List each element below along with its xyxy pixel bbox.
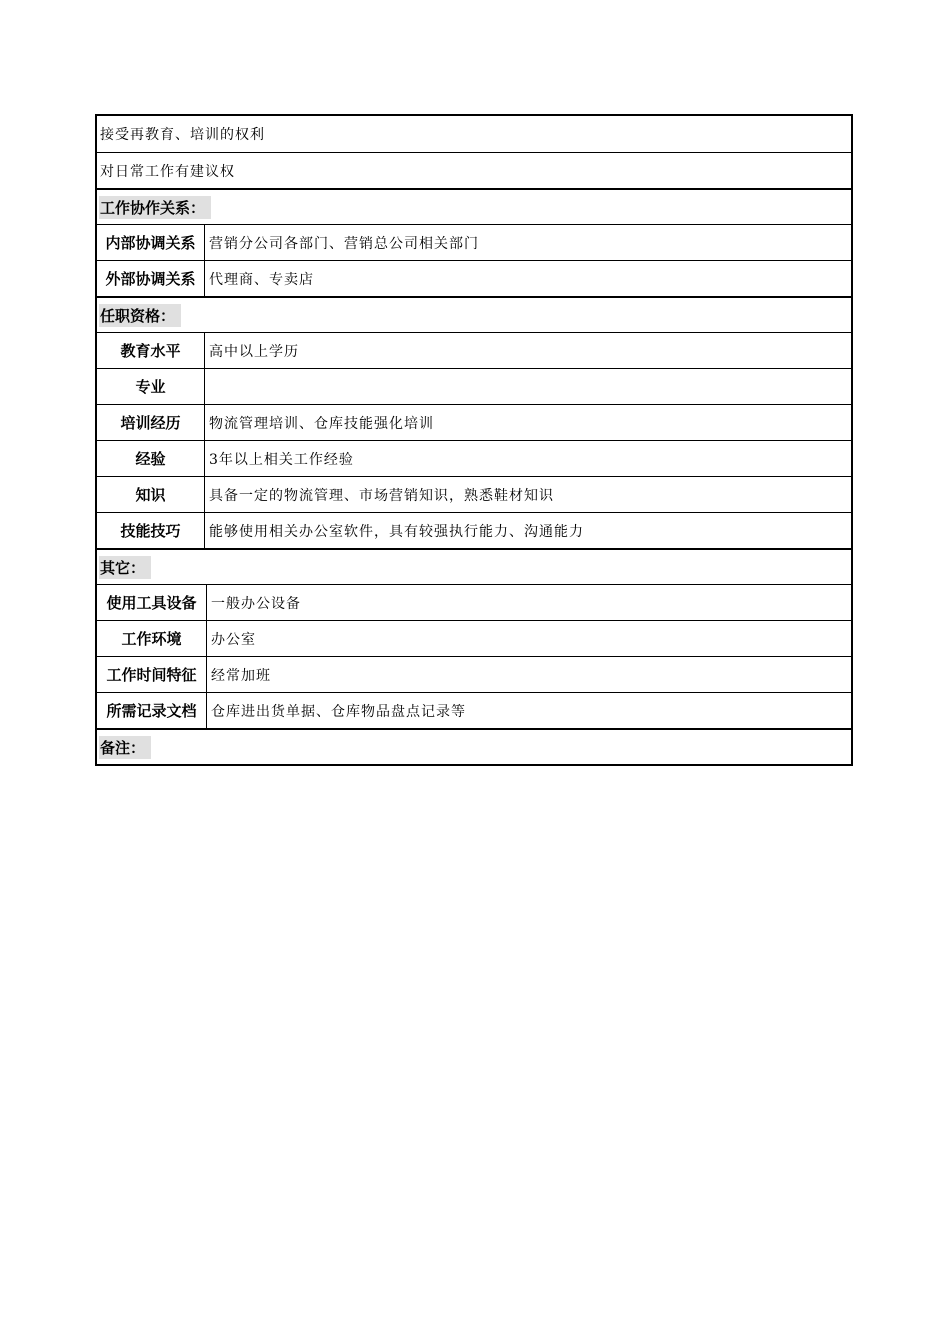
- environment-value: 办公室: [211, 631, 256, 648]
- skills-value: 能够使用相关办公室软件，具有较强执行能力、沟通能力: [209, 523, 584, 540]
- environment-row: [97, 620, 851, 656]
- external-coordination-row: [97, 260, 851, 296]
- environment-label: 工作环境: [97, 621, 207, 656]
- rights-row-2: [97, 152, 851, 188]
- work-hours-row: [97, 656, 851, 692]
- skills-label: 技能技巧: [97, 513, 205, 548]
- qualifications-section-header: [97, 296, 851, 332]
- experience-label: 经验: [97, 441, 205, 476]
- external-coordination-label: 外部协调关系: [97, 261, 205, 296]
- remarks-heading: 备注：: [99, 736, 151, 759]
- external-coordination-value: 代理商、专卖店: [209, 271, 314, 288]
- education-label: 教育水平: [97, 333, 205, 368]
- other-section-header: [97, 548, 851, 584]
- work-hours-value: 经常加班: [211, 667, 271, 684]
- major-row: [97, 368, 851, 404]
- rights-item: 接受再教育、培训的权利: [100, 127, 265, 143]
- job-description-table: [95, 114, 853, 766]
- education-value: 高中以上学历: [209, 343, 299, 360]
- tools-row: [97, 584, 851, 620]
- experience-value: 3年以上相关工作经验: [209, 451, 354, 468]
- knowledge-row: [97, 476, 851, 512]
- records-label: 所需记录文档: [97, 693, 207, 728]
- knowledge-value: 具备一定的物流管理、市场营销知识，熟悉鞋材知识: [209, 487, 554, 504]
- remarks-section-header: [97, 728, 851, 764]
- cooperation-section-header: [97, 188, 851, 224]
- education-row: [97, 332, 851, 368]
- major-label: 专业: [97, 369, 205, 404]
- cooperation-heading: 工作协作关系：: [99, 196, 211, 219]
- training-row: [97, 404, 851, 440]
- other-heading: 其它：: [99, 556, 151, 579]
- internal-coordination-label: 内部协调关系: [97, 225, 205, 260]
- skills-row: [97, 512, 851, 548]
- records-value: 仓库进出货单据、仓库物品盘点记录等: [211, 703, 466, 720]
- training-label: 培训经历: [97, 405, 205, 440]
- internal-coordination-row: [97, 224, 851, 260]
- major-value: [205, 369, 851, 404]
- tools-label: 使用工具设备: [97, 585, 207, 620]
- work-hours-label: 工作时间特征: [97, 657, 207, 692]
- knowledge-label: 知识: [97, 477, 205, 512]
- experience-row: [97, 440, 851, 476]
- tools-value: 一般办公设备: [211, 595, 301, 612]
- records-row: [97, 692, 851, 728]
- training-value: 物流管理培训、仓库技能强化培训: [209, 415, 434, 432]
- internal-coordination-value: 营销分公司各部门、营销总公司相关部门: [209, 235, 479, 252]
- qualifications-heading: 任职资格：: [99, 304, 181, 327]
- rights-item: 对日常工作有建议权: [100, 163, 235, 180]
- rights-row-1: [97, 116, 851, 152]
